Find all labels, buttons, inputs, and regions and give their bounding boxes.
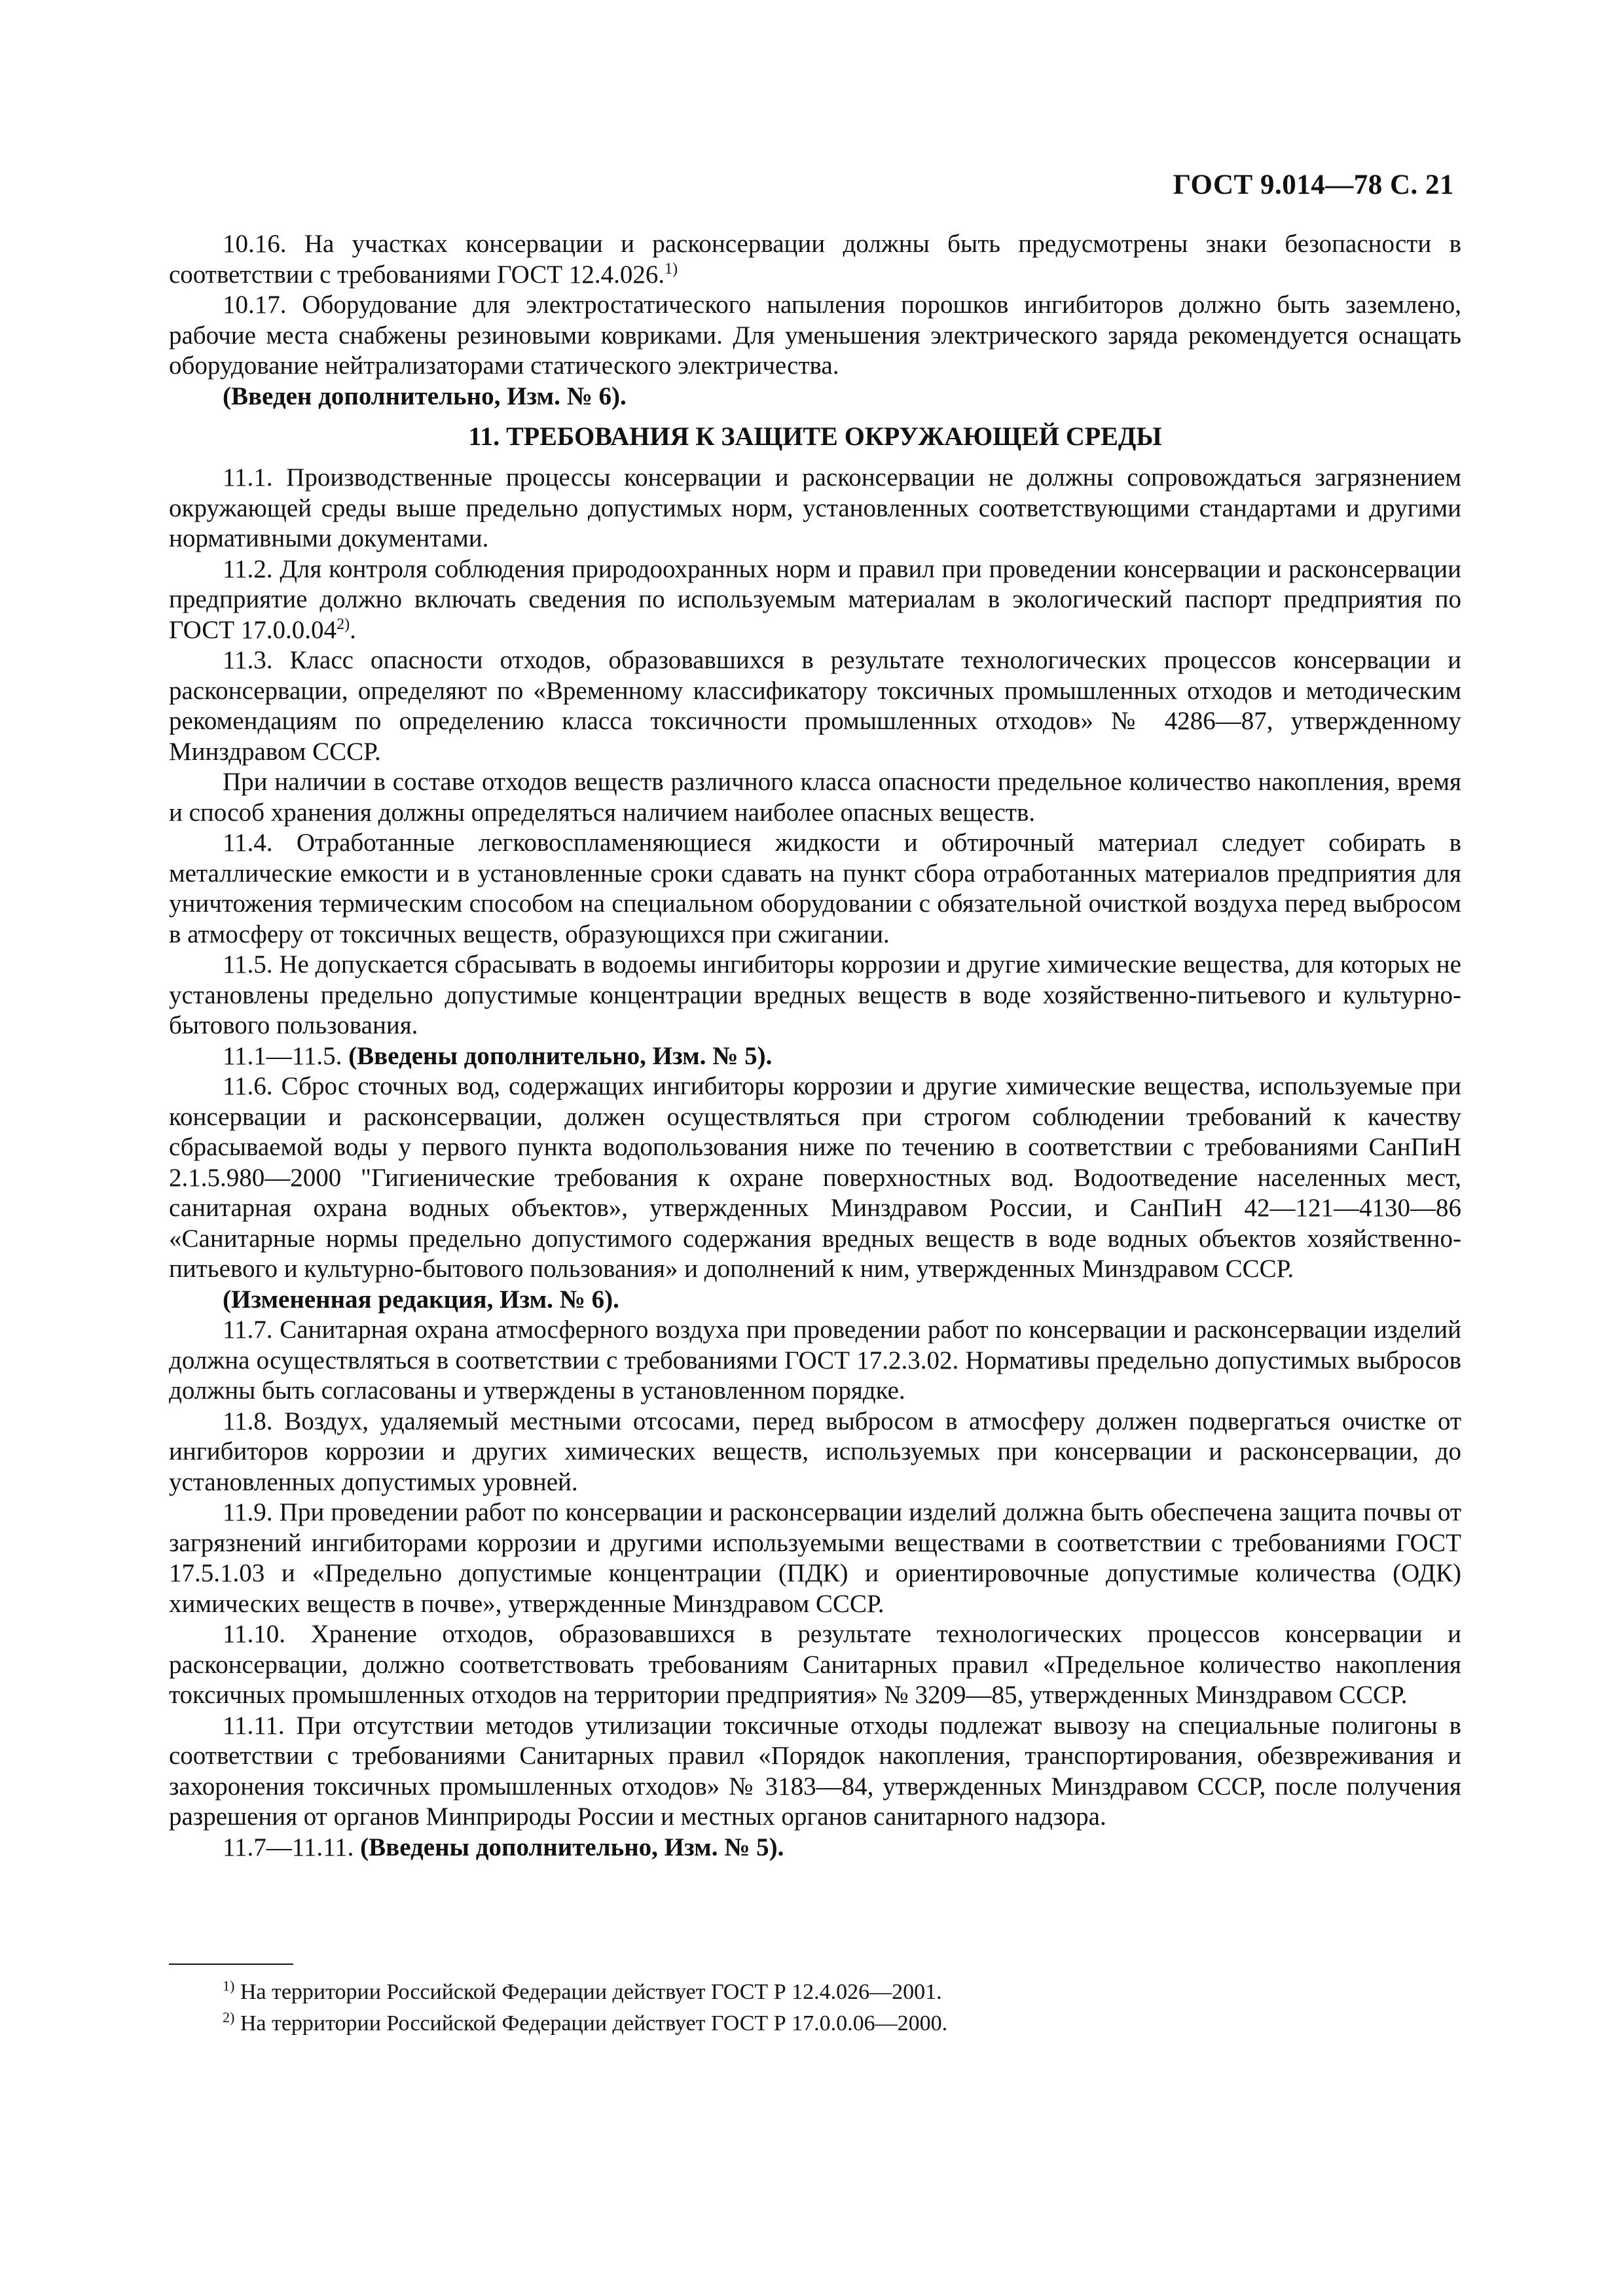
paragraph-text: 10.16. На участках консервации и расконсервации должны быть предусмотрены знаки безопасности в соответствии с требованиями ГОСТ 12.4.026. [169,230,1461,289]
amendment-note [169,1041,1461,1072]
clause-range: 11.1—11.5. [223,1041,349,1070]
footnote-1 [169,1977,1461,2008]
clause-range: 11.7—11.11. [223,1833,361,1861]
paragraph-10-16 [169,229,1461,290]
paragraph-11-3-continued: При наличии в составе отходов веществ различного класса опасности предельное количество накопления, время и способ хранения должны определяться наличием наиболее опасных веществ. [169,768,1461,827]
amendment-note [169,1833,1461,1863]
running-header: ГОСТ 9.014—78 С. 21 [1173,170,1454,200]
footnote-2 [169,2008,1461,2039]
paragraph-11-11: 11.11. При отсутствии методов утилизации токсичные отходы подлежат вывозу на специальные полигоны в соответствии с требованиями Санитарных правил «Порядок накопления, транспортирования, обезвреживания и захоронения токсичных промышленных отходов» № 3183—84, утвержденных Минздравом СССР, после получения разрешения от органов Минприроды России и местных органов санитарного надзора. [169,1711,1461,1831]
footnote-text: На территории Российской Федерации действует ГОСТ Р 12.4.026—2001. [234,1980,942,2004]
paragraph-11-7: 11.7. Санитарная охрана атмосферного воздуха при проведении работ по консервации и расконсервации изделий должна осуществляться в соответствии с требованиями ГОСТ 17.2.3.02. Нормативы предельно допустимых выбросов должны быть согласованы и утверждены в установленном порядке. [169,1316,1461,1405]
paragraph-11-1: 11.1. Производственные процессы консервации и расконсервации не должны сопровождаться загрязнением окружающей среды выше предельно допустимых норм, установленных соответствующими стандартами и другими нормативными документами. [169,463,1461,552]
paragraph-11-8: 11.8. Воздух, удаляемый местными отсосами, перед выбросом в атмосферу должен подвергаться очистке от ингибиторов коррозии и других химических веществ, используемых при консервации и расконсервации, до установленных допустимых уровней. [169,1407,1461,1496]
paragraph-end: . [350,615,356,644]
paragraph-10-17: 10.17. Оборудование для электростатического напыления порошков ингибиторов должно быть заземлено, рабочие места снабжены резиновыми ковриками. Для уменьшения электрического заряда рекомендуется оснащать оборудование нейтрализаторами статического электричества. [169,291,1461,380]
paragraph-11-2 [169,554,1461,646]
paragraph-11-9: 11.9. При проведении работ по консервации и расконсервации изделий должна быть обеспечена защита почвы от загрязнений ингибиторами коррозии и другими используемыми веществами в соответствии с требованиями ГОСТ 17.5.1.03 и «Предельно допустимые концентрации (ПДК) и ориентировочные допустимые количества (ОДК) химических веществ в почве», утвержденные Минздравом СССР. [169,1498,1461,1618]
footnote-ref: 1) [665,260,678,278]
paragraph-text: 11.2. Для контроля соблюдения природоохранных норм и правил при проведении консервации и расконсервации предприятие должно включать сведения по используемым материалам в экологический паспорт предприятия по ГОСТ 17.0.0.04 [169,554,1461,644]
amendment-note: (Введен дополнительно, Изм. № 6). [223,382,627,410]
paragraph-11-10: 11.10. Хранение отходов, образовавшихся в результате технологических процессов консервации и расконсервации, должно соответствовать требованиям Санитарных правил «Предельное количество накопления токсичных промышленных отходов на территории предприятия» № 3209—85, утвержденных Минздравом СССР. [169,1620,1461,1709]
footnote-text: На территории Российской Федерации действует ГОСТ Р 17.0.0.06—2000. [234,2011,948,2036]
paragraph-11-6: 11.6. Сброс сточных вод, содержащих ингибиторы коррозии и другие химические вещества, используемые при консервации и расконсервации, должен осуществляться при строгом соблюдении требований к качеству сбрасываемой воды у первого пункта водопользования ниже по течению в соответствии с требованиями СанПиН 2.1.5.980—2000 "Гигиенические требования к охране поверхностных вод. Водоотведение населенных мест, санитарная охрана водных объектов», утвержденных Минздравом России, и СанПиН 42—121—4130—86 «Санитарные нормы предельно допустимого содержания вредных веществ в воде водных объектов хозяйственно-питьевого и культурно-бытового пользования» и дополнений к ним, утвержденных Минздравом СССР. [169,1072,1461,1283]
footnote-mark: 1) [223,1977,235,1994]
paragraph-11-5: 11.5. Не допускается сбрасывать в водоемы ингибиторы коррозии и другие химические вещества, для которых не установлены предельно допустимые концентрации вредных веществ в воде хозяйственно-питьевого и культурно-бытового пользования. [169,950,1461,1039]
footnote-mark: 2) [223,2009,235,2026]
amendment-note: (Измененная редакция, Изм. № 6). [223,1285,619,1314]
document-body [169,229,1461,1863]
footnote-divider [169,1964,293,1965]
paragraph-11-3: 11.3. Класс опасности отходов, образовавшихся в результате технологических процессов консервации и расконсервации, определяют по «Временному классификатору токсичных промышленных отходов и методическим рекомендациям по определению класса токсичности промышленных отходов» № 4286—87, утвержденному Минздравом СССР. [169,646,1461,766]
footnote-ref: 2) [337,615,350,633]
footnotes [169,1977,1461,2039]
amendment-label: (Введены дополнительно, Изм. № 5). [360,1833,784,1861]
section-title: 11. ТРЕБОВАНИЯ К ЗАЩИТЕ ОКРУЖАЮЩЕЙ СРЕДЫ [468,422,1162,451]
paragraph-11-4: 11.4. Отработанные легковоспламеняющиеся жидкости и обтирочный материал следует собирать в металлические емкости и в установленные сроки сдавать на пункт сбора отработанных материалов предприятия для уничтожения термическим способом на специальном оборудовании с обязательной очисткой воздуха перед выбросом в атмосферу от токсичных веществ, образующихся при сжигании. [169,829,1461,948]
amendment-label: (Введены дополнительно, Изм. № 5). [348,1041,773,1070]
